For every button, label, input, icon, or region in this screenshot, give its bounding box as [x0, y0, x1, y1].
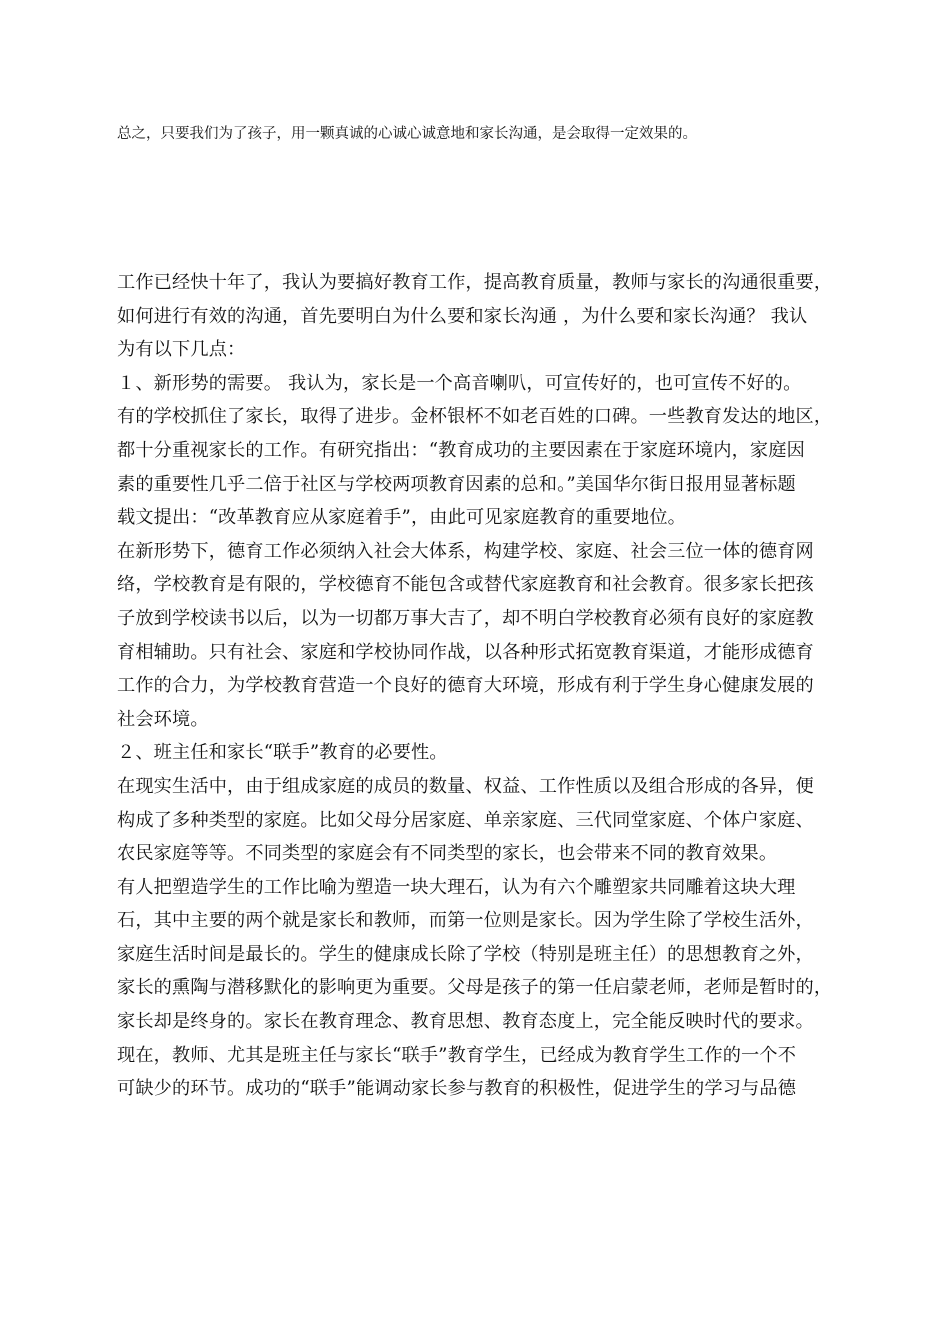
section-heading-2: ２、班主任和家长“联手”教育的必要性。: [117, 742, 448, 764]
text-line: 为有以下几点：: [117, 339, 246, 361]
text-line: 载文提出：“改革教育应从家庭着手”，由此可见家庭教育的重要地位。: [117, 507, 687, 529]
text-line: 石，其中主要的两个就是家长和教师，而第一位则是家长。因为学生除了学校生活外，: [117, 910, 814, 932]
text-line: 都十分重视家长的工作。有研究指出：“教育成功的主要因素在于家庭环境内，家庭因: [117, 439, 805, 461]
intro-paragraph: 总之，只要我们为了孩子，用一颗真诚的心诚心诚意地和家长沟通，是会取得一定效果的。: [117, 126, 697, 142]
text-line: 社会环境。: [117, 708, 209, 730]
text-line: 家长却是终身的。家长在教育理念、教育思想、教育态度上，完全能反映时代的要求。: [117, 1011, 814, 1033]
text-line: 络，学校教育是有限的，学校德育不能包含或替代家庭教育和社会教育。很多家长把孩: [117, 574, 814, 596]
text-line: 工作已经快十年了，我认为要搞好教育工作，提高教育质量，教师与家长的沟通很重要，: [117, 272, 833, 293]
text-line: 在新形势下，德育工作必须纳入社会大体系，构建学校、家庭、社会三位一体的德育网: [117, 540, 814, 562]
text-line: 如何进行有效的沟通，首先要明白为什么要和家长沟通 ，为什么要和家长沟通？ 我认: [117, 305, 808, 327]
section-heading-1: １、新形势的需要。 我认为，家长是一个高音喇叭，可宣传好的，也可宣传不好的。: [117, 372, 802, 394]
text-line: 在现实生活中，由于组成家庭的成员的数量、权益、工作性质以及组合形成的各异，便: [117, 775, 814, 797]
text-line: 育相辅助。只有社会、家庭和学校协同作战，以各种形式拓宽教育渠道，才能形成德育: [117, 641, 814, 663]
text-line: 子放到学校读书以后，以为一切都万事大吉了，却不明白学校教育必须有良好的家庭教: [117, 607, 814, 629]
text-line: 家长的熏陶与潜移默化的影响更为重要。父母是孩子的第一任启蒙老师，老师是暂时的，: [117, 977, 833, 999]
text-line: 有人把塑造学生的工作比喻为塑造一块大理石，认为有六个雕塑家共同雕着这块大理: [117, 876, 796, 898]
text-line: 现在，教师、尤其是班主任与家长“联手”教育学生，已经成为教育学生工作的一个不: [117, 1044, 797, 1066]
text-line: 工作的合力，为学校教育营造一个良好的德育大环境，形成有利于学生身心健康发展的: [117, 675, 814, 697]
text-line: 农民家庭等等。不同类型的家庭会有不同类型的家长，也会带来不同的教育效果。: [117, 843, 778, 865]
text-line: 素的重要性几乎二倍于社区与学校两项教育因素的总和。”美国华尔街日报用显著标题: [117, 473, 796, 495]
text-line: 可缺少的环节。成功的“联手”能调动家长参与教育的积极性，促进学生的学习与品德: [117, 1078, 797, 1100]
text-line: 有的学校抓住了家长，取得了进步。金杯银杯不如老百姓的口碑。一些教育发达的地区，: [117, 406, 833, 428]
body-text: [117, 266, 847, 1106]
text-line: 构成了多种类型的家庭。比如父母分居家庭、单亲家庭、三代同堂家庭、个体户家庭、: [117, 809, 814, 831]
text-line: 家庭生活时间是最长的。学生的健康成长除了学校（特别是班主任）的思想教育之外，: [117, 943, 814, 965]
